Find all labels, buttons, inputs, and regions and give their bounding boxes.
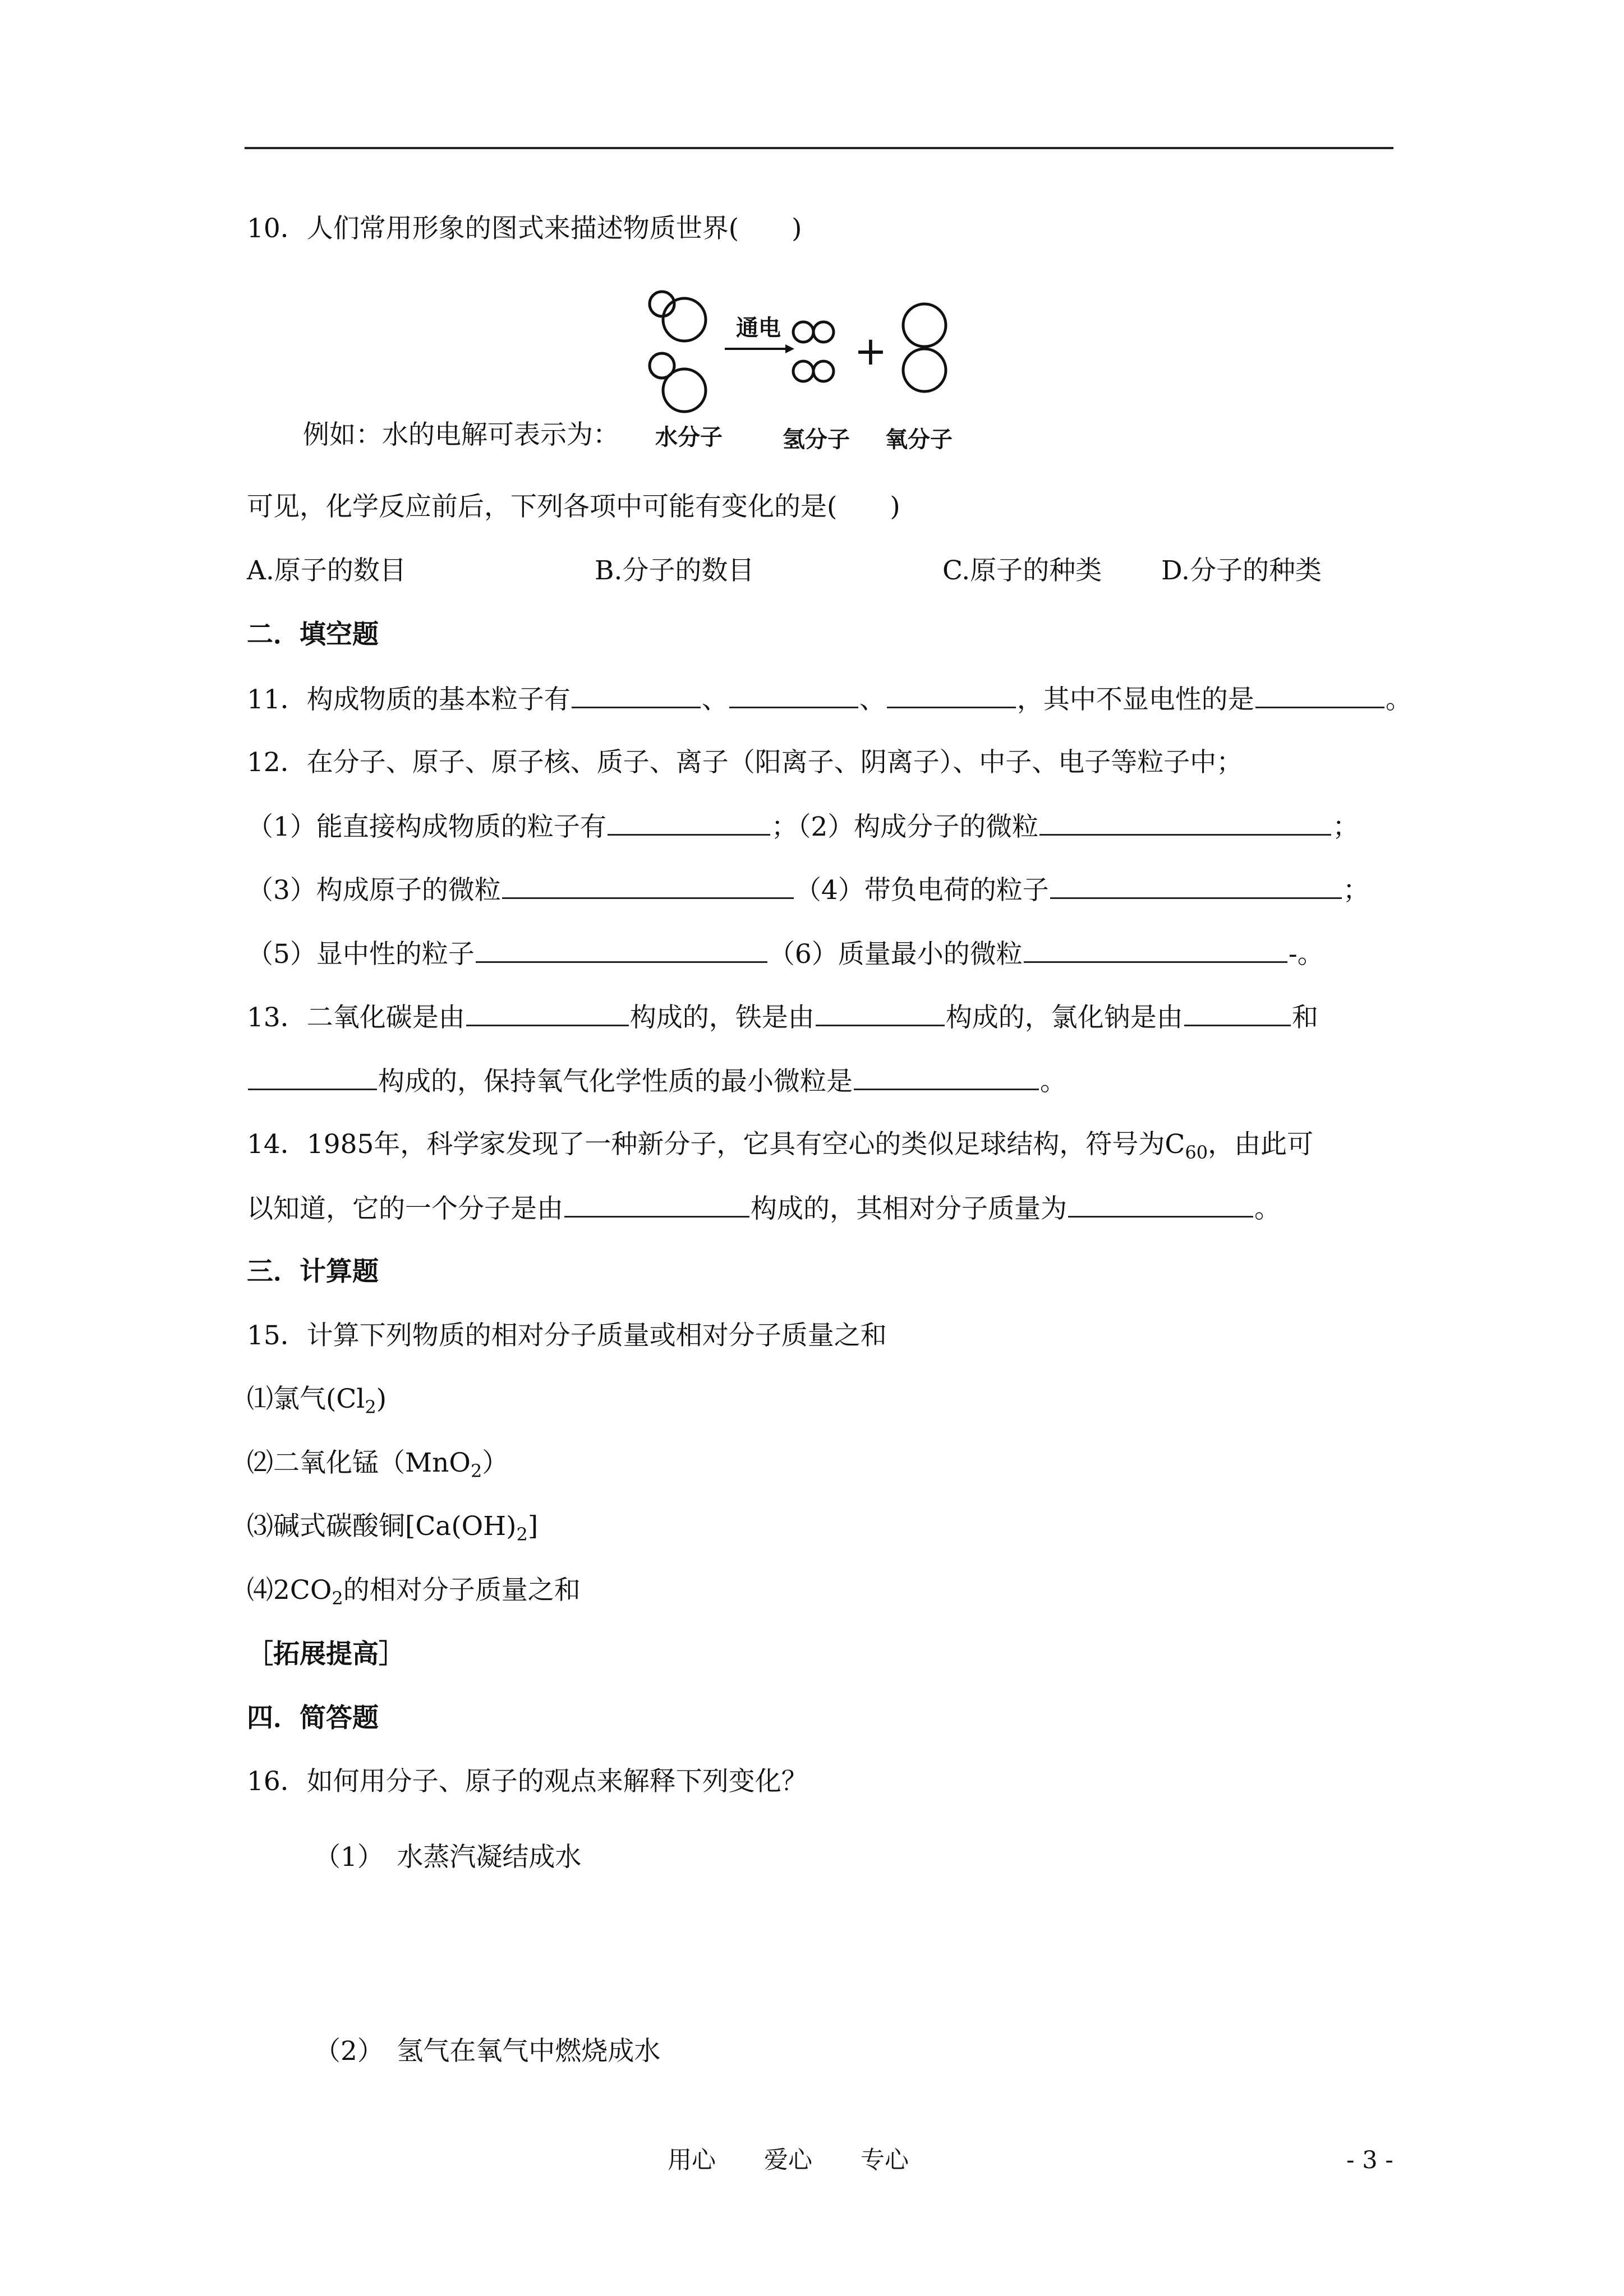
q15-item-4 — [247, 1574, 1397, 1615]
electrolysis-svg — [645, 280, 970, 421]
oxygen-atom — [903, 349, 946, 391]
q12-text: （5）显中性的粒子 — [247, 939, 475, 970]
hydrogen-atom — [793, 322, 813, 342]
q13-text: 构成的，保持氧气化学性质的最小微粒是 — [378, 1066, 853, 1097]
q12-end: ； — [1332, 812, 1359, 842]
q14-line-2 — [247, 1191, 1397, 1226]
q11-end: 。 — [1385, 684, 1412, 715]
q16-stem: 16．如何用分子、原子的观点来解释下列变化？ — [247, 1766, 808, 1797]
answer-blank — [476, 937, 767, 963]
q13-text: 和 — [1291, 1002, 1318, 1033]
footer-motto: 用心 爱心 专心 — [668, 2146, 909, 2174]
water-o-atom — [663, 298, 706, 341]
q10-question: 可见，化学反应前后，下列各项中可能有变化的是( ) — [247, 491, 900, 522]
arrow-label: 通电 — [736, 315, 781, 341]
q14-text: 构成的，其相对分子质量为 — [751, 1193, 1067, 1224]
q10-options — [247, 554, 1397, 588]
section-3-title: 三．计算题 — [247, 1256, 379, 1287]
q15-text: ） — [482, 1447, 509, 1478]
separator: 、 — [701, 684, 728, 715]
answer-blank — [1024, 937, 1287, 963]
option-d: D.分子的种类 — [1161, 555, 1322, 586]
q10-stem: 10．人们常用形象的图式来描述物质世界( ) — [247, 213, 802, 244]
q13-line-2 — [247, 1064, 1397, 1099]
q15-item-3 — [247, 1510, 1397, 1551]
q12-row-3 — [247, 937, 1397, 971]
q13-end: 。 — [1040, 1066, 1066, 1097]
answer-blank — [1068, 1191, 1253, 1218]
section-2-title: 二．填空题 — [247, 619, 379, 650]
label-hydrogen-molecule: 氢分子 — [783, 427, 850, 453]
q12-text: （3）构成原子的微粒 — [247, 875, 501, 906]
q14-text: 14．1985年，科学家发现了一种新分子，它具有空心的类似足球结构，符号为C — [247, 1129, 1185, 1160]
answer-blank — [816, 1000, 945, 1026]
q14-end: 。 — [1254, 1193, 1281, 1224]
q12-row-2 — [247, 873, 1397, 907]
q10-example-prefix: 例如：水的电解可表示为： — [303, 419, 619, 450]
answer-blank — [248, 1064, 377, 1090]
q13-text: 构成的，氯化钠是由 — [945, 1002, 1183, 1033]
hydrogen-atom — [813, 322, 834, 342]
option-a: A.原子的数目 — [247, 555, 406, 586]
q12-text: （4）带负电荷的粒子 — [794, 875, 1049, 906]
option-b: B.分子的数目 — [595, 555, 755, 586]
q11-text: 11．构成物质的基本粒子有 — [247, 684, 571, 715]
label-water-molecule: 水分子 — [655, 425, 723, 450]
q15-text: 的相对分子质量之和 — [343, 1575, 581, 1606]
q15-item-1 — [247, 1382, 1397, 1424]
q12-stem: 12．在分子、原子、原子核、质子、离子（阳离子、阴离子）、中子、电子等粒子中； — [247, 747, 1243, 778]
q12-text: （1）能直接构成物质的粒子有 — [247, 812, 606, 842]
q13-text: 13．二氧化碳是由 — [247, 1002, 465, 1033]
q11 — [247, 682, 1412, 717]
extension-title: ［拓展提高］ — [247, 1639, 405, 1670]
q15-text: ⑷2CO — [247, 1575, 332, 1606]
subscript: 2 — [470, 1460, 482, 1482]
page-number: - 3 - — [1346, 2146, 1393, 2174]
subscript: 2 — [516, 1524, 528, 1545]
answer-blank — [729, 682, 858, 708]
header-rule — [245, 147, 1393, 149]
hydrogen-atom — [793, 361, 813, 381]
answer-blank — [1184, 1000, 1291, 1026]
subscript: 2 — [365, 1396, 376, 1418]
answer-blank — [466, 1000, 629, 1026]
label-oxygen-molecule: 氧分子 — [885, 427, 953, 453]
q13-line-1 — [247, 1000, 1397, 1035]
answer-blank — [502, 873, 794, 899]
q15-text: ] — [527, 1511, 539, 1542]
answer-blank — [1255, 682, 1384, 708]
water-o-atom — [663, 369, 706, 412]
q12-end: -。 — [1288, 939, 1324, 970]
q13-text: 构成的，铁是由 — [629, 1002, 815, 1033]
answer-blank — [887, 682, 1016, 708]
answer-blank — [854, 1064, 1039, 1090]
separator: 、 — [859, 684, 886, 715]
section-4-title: 四．简答题 — [247, 1703, 379, 1733]
q12-row-1 — [247, 809, 1397, 844]
subscript: 2 — [332, 1588, 343, 1609]
q16-item-2: （2） 氢气在氧气中燃烧成水 — [314, 2036, 661, 2067]
hydrogen-atom — [813, 361, 834, 381]
answer-blank — [1039, 809, 1331, 836]
q15-text: ⑶碱式碳酸铜[Ca(OH) — [247, 1511, 517, 1542]
q15-text: ⑴氯气(Cl — [247, 1384, 365, 1414]
answer-blank — [564, 1191, 749, 1218]
q16-item-1: （1） 水蒸汽凝结成水 — [314, 1842, 582, 1873]
q15-text: ) — [376, 1384, 387, 1414]
q12-text: ；（2）构成分子的微粒 — [771, 812, 1039, 842]
arrow-head-icon — [785, 344, 794, 353]
q12-end: ； — [1342, 875, 1369, 906]
q11-text: ，其中不显电性的是 — [1016, 684, 1254, 715]
answer-blank — [608, 809, 770, 836]
oxygen-atom — [903, 304, 946, 347]
q15-text: ⑵二氧化锰（MnO — [247, 1447, 471, 1478]
q12-text: （6）质量最小的微粒 — [768, 939, 1023, 970]
plus-sign: + — [854, 328, 887, 374]
answer-blank — [572, 682, 701, 708]
answer-blank — [1050, 873, 1342, 899]
q14-line-1 — [247, 1128, 1397, 1169]
q15-item-2 — [247, 1446, 1397, 1488]
option-c: C.原子的种类 — [942, 555, 1102, 586]
subscript: 60 — [1185, 1142, 1208, 1163]
q14-text: ，由此可 — [1208, 1129, 1314, 1160]
q14-text: 以知道，它的一个分子是由 — [247, 1193, 563, 1224]
q15-stem: 15．计算下列物质的相对分子质量或相对分子质量之和 — [247, 1320, 887, 1351]
